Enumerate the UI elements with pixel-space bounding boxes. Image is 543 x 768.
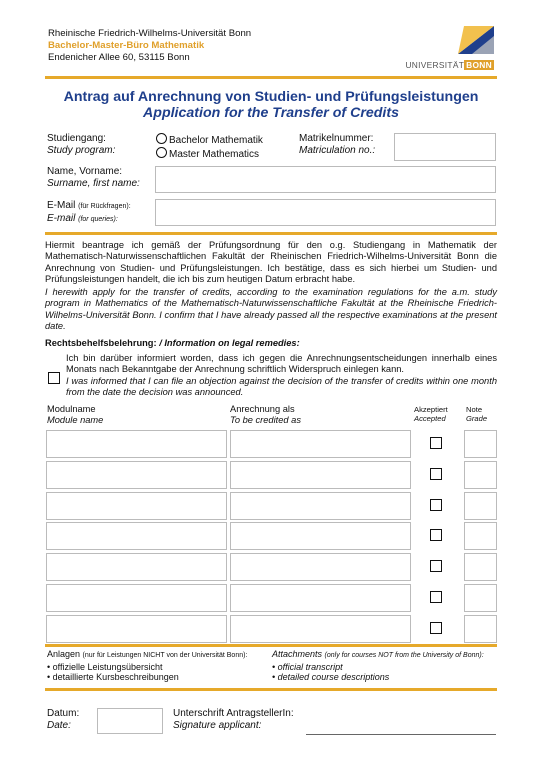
legal-checkbox[interactable] bbox=[48, 372, 60, 384]
logo-mark-icon bbox=[458, 26, 494, 54]
date-field[interactable] bbox=[97, 708, 163, 734]
divider-mid bbox=[45, 232, 497, 235]
col-credit-header: Anrechnung als To be credited as bbox=[230, 404, 301, 425]
credited-as-field[interactable] bbox=[230, 522, 411, 550]
col-module-header: Modulname Module name bbox=[47, 404, 104, 425]
institution-header bbox=[48, 28, 251, 64]
attachment-item: • official transcript bbox=[272, 661, 343, 672]
module-name-field[interactable] bbox=[46, 492, 227, 520]
credited-as-field[interactable] bbox=[230, 553, 411, 581]
radio-master[interactable]: Master Mathematics bbox=[156, 147, 263, 161]
accepted-checkbox[interactable] bbox=[430, 468, 442, 480]
grade-field[interactable] bbox=[464, 492, 497, 520]
accepted-checkbox[interactable] bbox=[430, 437, 442, 449]
email-label: E-Mail (für Rückfragen): E-mail (for queries): bbox=[47, 200, 131, 224]
legal-heading: Rechtsbehelfsbelehrung: / Information on legal remedies: bbox=[45, 338, 300, 348]
matriculation-field[interactable] bbox=[394, 133, 496, 161]
module-name-field[interactable] bbox=[46, 430, 227, 458]
credited-as-field[interactable] bbox=[230, 615, 411, 643]
attachment-item: • offizielle Leistungsübersicht bbox=[47, 661, 163, 672]
attachments-de: Anlagen (nur für Leistungen NICHT von der Universität Bonn): • offizielle Leistungsübersicht • detaillierte Kursbeschreibungen bbox=[47, 649, 248, 682]
col-accepted-header: Akzeptiert Accepted bbox=[414, 405, 448, 423]
accepted-checkbox[interactable] bbox=[430, 560, 442, 572]
attachments-en: Attachments (only for courses NOT from the University of Bonn): • official transcript • detailed course descriptions bbox=[272, 649, 484, 682]
accepted-checkbox[interactable] bbox=[430, 499, 442, 511]
legal-text-en: I was informed that I can file an objection against the decision of the transfer of credits within one month from the date the decision was announced. bbox=[66, 376, 497, 398]
intro-text-de: Hiermit beantrage ich gemäß der Prüfungsordnung für den o.g. Studiengang in Mathematik der Mathematisch-Naturwissenschaftlichen Fakultät der Rheinischen Friedrich-Wilhelms-Universität Bonn die Anrechnung von Studien- und Prüfungsleistungen. Ich bestätige, dass es sich hierbei um Studien- und Prüfungsleistungen handelt, die ich bis zum heutigen Datum erbracht habe. bbox=[45, 240, 497, 285]
date-label: Datum: Date: bbox=[47, 708, 80, 731]
radio-icon[interactable] bbox=[156, 133, 167, 144]
name-label: Name, Vorname: Surname, first name: bbox=[47, 166, 140, 189]
email-field[interactable] bbox=[155, 199, 496, 226]
university-name: Rheinische Friedrich-Wilhelms-Universität Bonn bbox=[48, 28, 252, 39]
signature-line[interactable] bbox=[306, 734, 496, 735]
signature-label: Unterschrift AntragstellerIn: Signature applicant: bbox=[173, 708, 294, 731]
module-name-field[interactable] bbox=[46, 522, 227, 550]
credited-as-field[interactable] bbox=[230, 430, 411, 458]
divider-top bbox=[45, 76, 497, 79]
module-name-field[interactable] bbox=[46, 553, 227, 581]
attachment-item: • detaillierte Kursbeschreibungen bbox=[47, 672, 179, 682]
page-subtitle: Application for the Transfer of Credits bbox=[143, 105, 399, 121]
accepted-checkbox[interactable] bbox=[430, 591, 442, 603]
grade-field[interactable] bbox=[464, 584, 497, 612]
accepted-checkbox[interactable] bbox=[430, 529, 442, 541]
radio-icon[interactable] bbox=[156, 147, 167, 158]
grade-field[interactable] bbox=[464, 522, 497, 550]
col-grade-header: Note Grade bbox=[466, 405, 488, 423]
program-options bbox=[156, 133, 263, 161]
module-name-field[interactable] bbox=[46, 584, 227, 612]
matriculation-label: Matrikelnummer: Matriculation no.: bbox=[299, 133, 376, 156]
attachment-item: • detailed course descriptions bbox=[272, 672, 390, 682]
name-field[interactable] bbox=[155, 166, 496, 193]
accepted-checkbox[interactable] bbox=[430, 622, 442, 634]
address: Endenicher Allee 60, 53115 Bonn bbox=[48, 52, 190, 63]
grade-field[interactable] bbox=[464, 430, 497, 458]
intro-text-en: I herewith apply for the transfer of credits, according to the examination regulations for the a.m. study program in Mathematics of the Mathematisch-Naturwissenschaftliche Fakultät at the Rheinische Friedrich-Wilhelms-Universität Bonn. I confirm that I have already passed all the respective examinations at the present date. bbox=[45, 287, 497, 332]
grade-field[interactable] bbox=[464, 553, 497, 581]
grade-field[interactable] bbox=[464, 461, 497, 489]
legal-text-de: Ich bin darüber informiert worden, dass ich gegen die Anrechnungsentscheidungen innerhalb eines Monats nach Bekanntgabe der Anrechnung schriftlich Widerspruch einlegen kann. bbox=[66, 353, 497, 375]
grade-field[interactable] bbox=[464, 615, 497, 643]
credited-as-field[interactable] bbox=[230, 461, 411, 489]
university-logo bbox=[398, 26, 496, 70]
divider-bottom bbox=[45, 644, 497, 647]
credited-as-field[interactable] bbox=[230, 584, 411, 612]
module-name-field[interactable] bbox=[46, 615, 227, 643]
page-title: Antrag auf Anrechnung von Studien- und Prüfungsleistungen bbox=[63, 89, 479, 105]
module-name-field[interactable] bbox=[46, 461, 227, 489]
study-program-label: Studiengang: Study program: bbox=[47, 133, 116, 156]
logo-text: UNIVERSITÄT BONN bbox=[405, 60, 492, 70]
office-name: Bachelor-Master-Büro Mathematik bbox=[48, 40, 205, 51]
divider-footer bbox=[45, 688, 497, 691]
credited-as-field[interactable] bbox=[230, 492, 411, 520]
radio-bachelor[interactable]: Bachelor Mathematik bbox=[156, 133, 263, 147]
